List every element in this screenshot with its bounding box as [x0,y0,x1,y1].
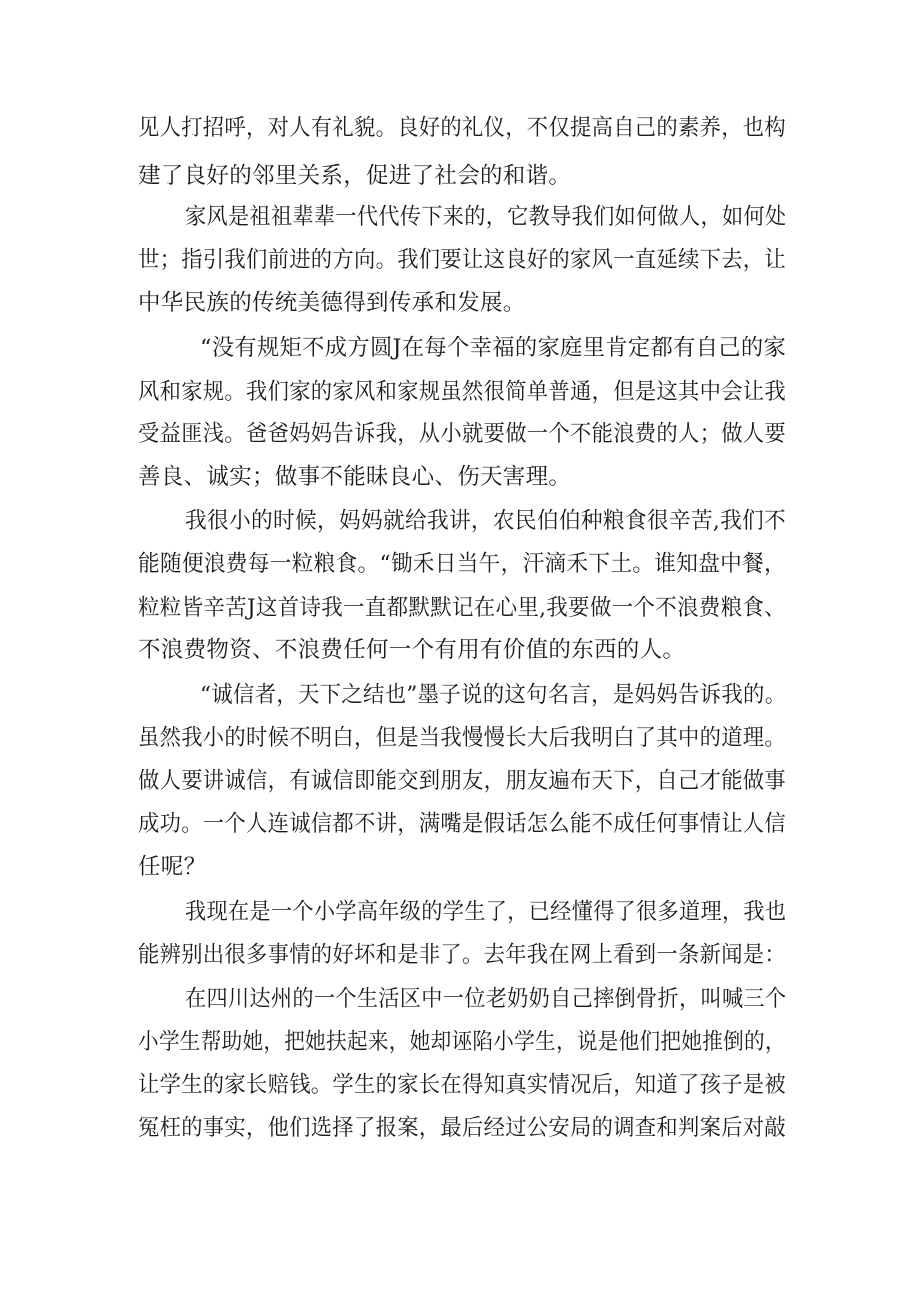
text-line: 我现在是一个小学高年级的学生了，已经懂得了很多道理，我也 [185,899,787,925]
text-line: 粒粒皆辛苦J这首诗我一直都默默记在心里,我要做一个不浪费粮食、 [138,595,786,621]
text-line: 在四川达州的一个生活区中一位老奶奶自己摔倒骨折，叫喊三个 [185,986,787,1012]
text-line: 让学生的家长赔钱。学生的家长在得知真实情况后，知道了孩子是被 [138,1072,787,1098]
text-line: 家风是祖祖辈辈一代代传下来的，它教导我们如何做人，如何处 [185,204,787,230]
text-line: 成功。一个人连诚信都不讲，满嘴是假话怎么能不成任何事情让人信 [138,811,787,837]
text-line: 做人要讲诚信，有诚信即能交到朋友，朋友遍布天下，自己才能做事 [138,768,787,794]
text-line: 虽然我小的时候不明白，但是当我慢慢长大后我明白了其中的道理。 [138,725,787,751]
text-line: 冤枉的事实，他们选择了报案，最后经过公安局的调查和判案后对敲 [138,1115,787,1141]
text-line: “没有规矩不成方圆J在每个幸福的家庭里肯定都有自己的家 [200,335,787,361]
text-line: “诚信者，天下之结也”墨子说的这句名言，是妈妈告诉我的。 [200,682,787,708]
text-line: 我很小的时候，妈妈就给我讲，农民伯伯种粮食很辛苦,我们不 [185,508,787,534]
text-line: 受益匪浅。爸爸妈妈告诉我，从小就要做一个不能浪费的人；做人要 [138,421,787,447]
text-line: 不浪费物资、不浪费任何一个有用有价值的东西的人。 [138,637,686,663]
text-line: 见人打招呼，对人有礼貌。良好的礼仪，不仅提高自己的素养，也构 [138,115,787,141]
text-line: 小学生帮助她，把她扶起来，她却诬陷小学生，说是他们把她推倒的， [138,1029,786,1055]
text-line: 善良、诚实；做事不能昧良心、伤天害理。 [138,464,572,490]
text-line: 任呢？ [138,854,207,880]
text-line: 中华民族的传统美德得到传承和发展。 [138,290,526,316]
text-line: 能辨别出很多事情的好坏和是非了。去年我在网上看到一条新闻是： [138,942,787,968]
text-line: 能随便浪费每一粒粮食。“锄禾日当午，汗滴禾下土。谁知盘中餐， [138,551,787,577]
text-line: 建了良好的邻里关系，促进了社会的和谐。 [138,163,572,189]
text-line: 世；指引我们前进的方向。我们要让这良好的家风一直延续下去，让 [138,247,787,273]
text-line: 风和家规。我们家的家风和家规虽然很简单普通，但是这其中会让我 [138,379,787,405]
